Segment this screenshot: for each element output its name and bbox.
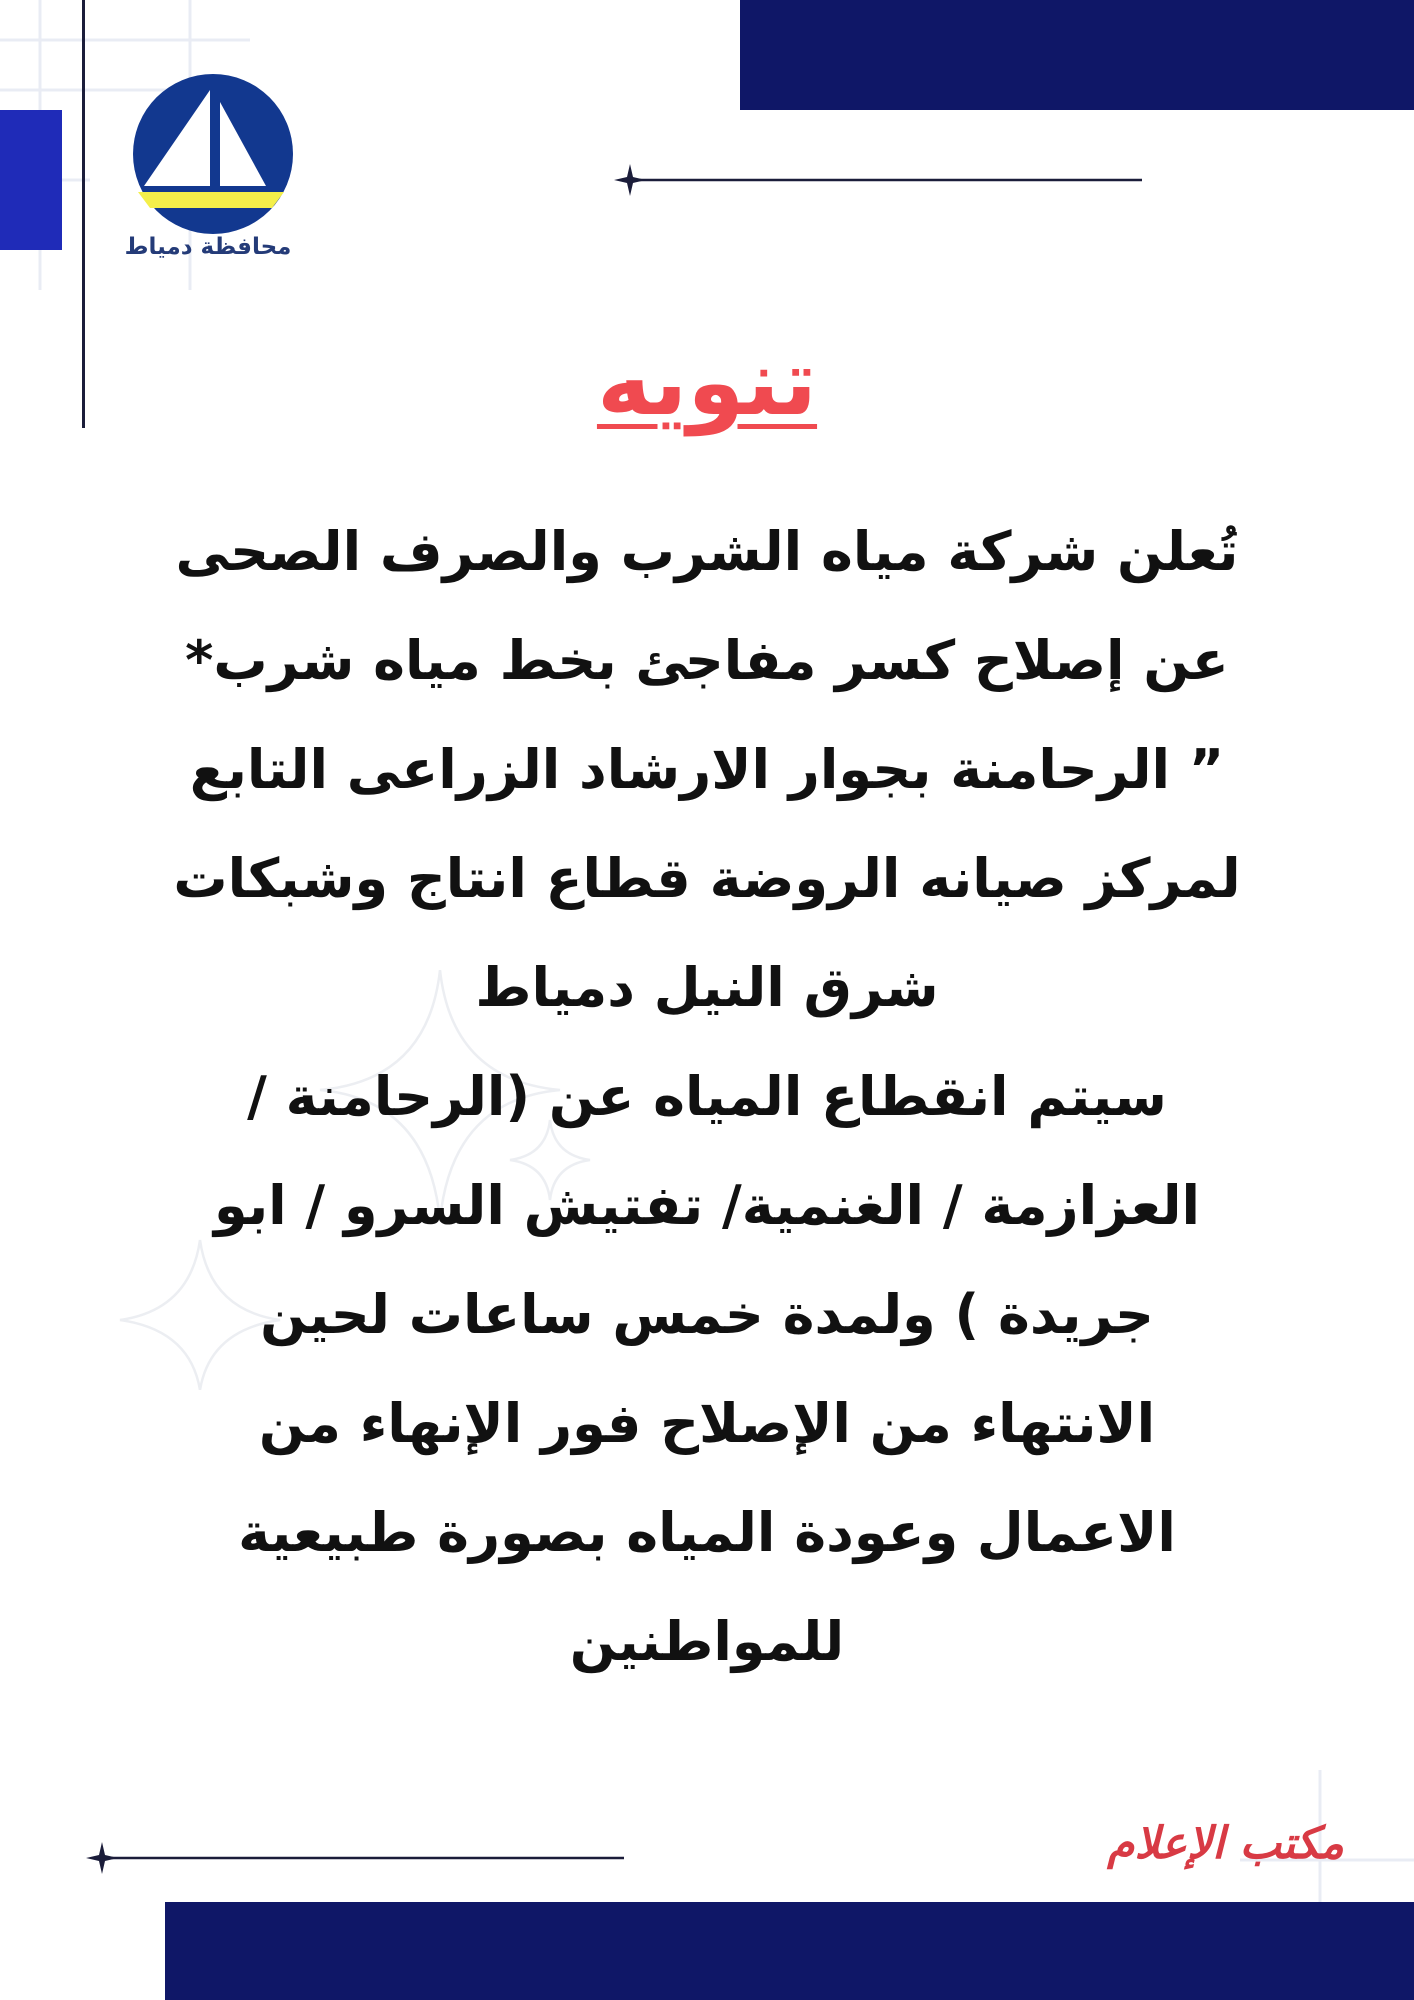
announcement-line: ” الرحامنة بجوار الارشاد الزراعى التابع [189, 738, 1225, 801]
announcement-line: الاعمال وعودة المياه بصورة طبيعية [238, 1501, 1176, 1564]
announcement-line: عن إصلاح كسر مفاجئ بخط مياه شرب* [185, 629, 1229, 692]
media-office-signature: مكتب الإعلام [1107, 1818, 1344, 1869]
top-divider-star-icon [612, 162, 1142, 198]
left-blue-accent [0, 110, 62, 250]
governorate-name: محافظة دمياط [124, 234, 292, 260]
announcement-line: العزازمة / الغنمية/ تفتيش السرو / ابو [213, 1174, 1200, 1237]
bottom-divider-star-icon [84, 1840, 624, 1876]
announcement-line: لمركز صيانه الروضة قطاع انتاج وشبكات [173, 847, 1241, 910]
announcement-line: تُعلن شركة مياه الشرب والصرف الصحى [175, 520, 1239, 583]
announcement-body [60, 497, 1354, 1696]
notice-heading: تنويه [596, 329, 818, 436]
announcement-line: الانتهاء من الإصلاح فور الإنهاء من [258, 1392, 1156, 1455]
announcement-line: جريدة ) ولمدة خمس ساعات لحين [260, 1283, 1154, 1346]
top-navy-bar [740, 0, 1414, 110]
bottom-navy-bar [165, 1902, 1414, 2000]
announcement-line: سيتم انقطاع المياه عن (الرحامنة / [247, 1065, 1167, 1128]
announcement-line: للمواطنين [569, 1610, 845, 1673]
governorate-logo-icon [128, 74, 298, 234]
announcement-line: شرق النيل دمياط [475, 956, 939, 1019]
